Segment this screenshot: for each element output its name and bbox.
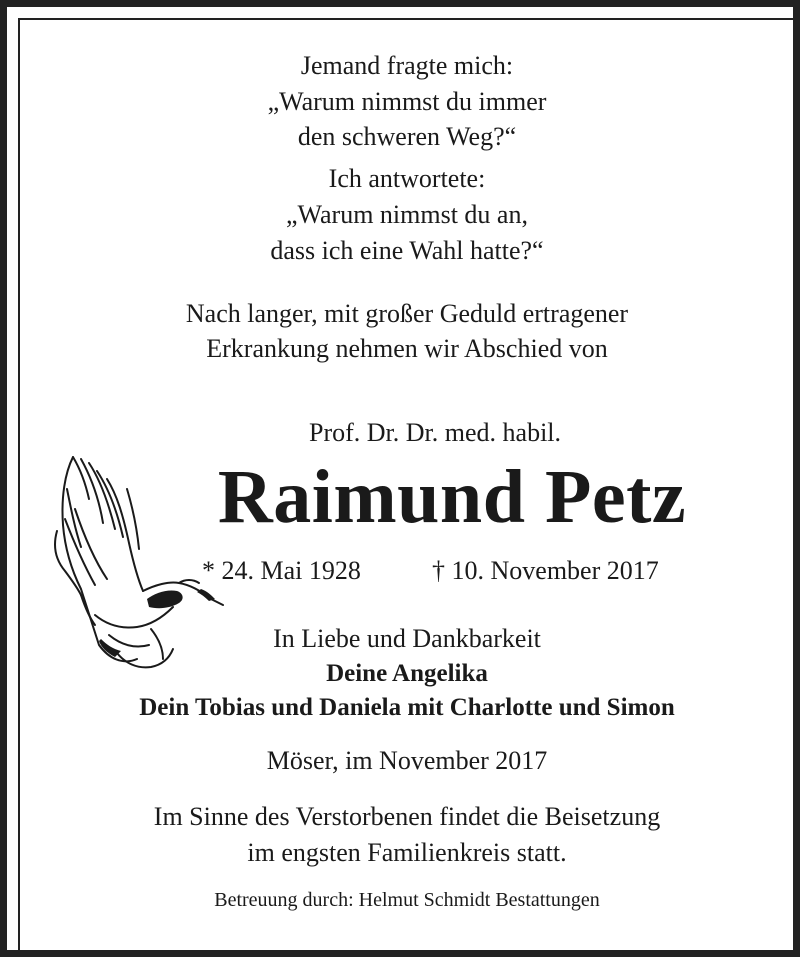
poem-line-6: dass ich eine Wahl hatte?“ xyxy=(270,236,544,265)
poem-line-5: „Warum nimmst du an, xyxy=(286,200,528,229)
mourners-intro: In Liebe und Dankbarkeit xyxy=(273,624,541,653)
poem-line-1: Jemand fragte mich: xyxy=(300,51,514,80)
funeral-note-line-1: Im Sinne des Verstorbenen findet die Beisetzung xyxy=(153,802,661,831)
poem-line-3: den schweren Weg?“ xyxy=(297,122,517,151)
undertaker-credit: Betreuung durch: Helmut Schmidt Bestattungen xyxy=(214,889,600,911)
death-date: † 10. November 2017 xyxy=(432,556,659,585)
intro-line-1: Nach langer, mit großer Geduld ertragener xyxy=(185,299,629,328)
funeral-note-line-2: im engsten Familienkreis statt. xyxy=(247,838,567,867)
deceased-name: Raimund Petz xyxy=(217,455,687,539)
mourner-line-1: Deine Angelika xyxy=(326,660,488,687)
academic-title: Prof. Dr. Dr. med. habil. xyxy=(308,418,562,447)
place-date: Möser, im November 2017 xyxy=(266,746,548,775)
intro-line-2: Erkrankung nehmen wir Abschied von xyxy=(206,334,608,363)
birth-date: * 24. Mai 1928 xyxy=(202,556,361,585)
poem-line-4: Ich antwortete: xyxy=(328,164,486,193)
mourner-line-2: Dein Tobias und Daniela mit Charlotte und Simon xyxy=(139,694,675,721)
poem-line-2: „Warum nimmst du immer xyxy=(267,87,547,116)
